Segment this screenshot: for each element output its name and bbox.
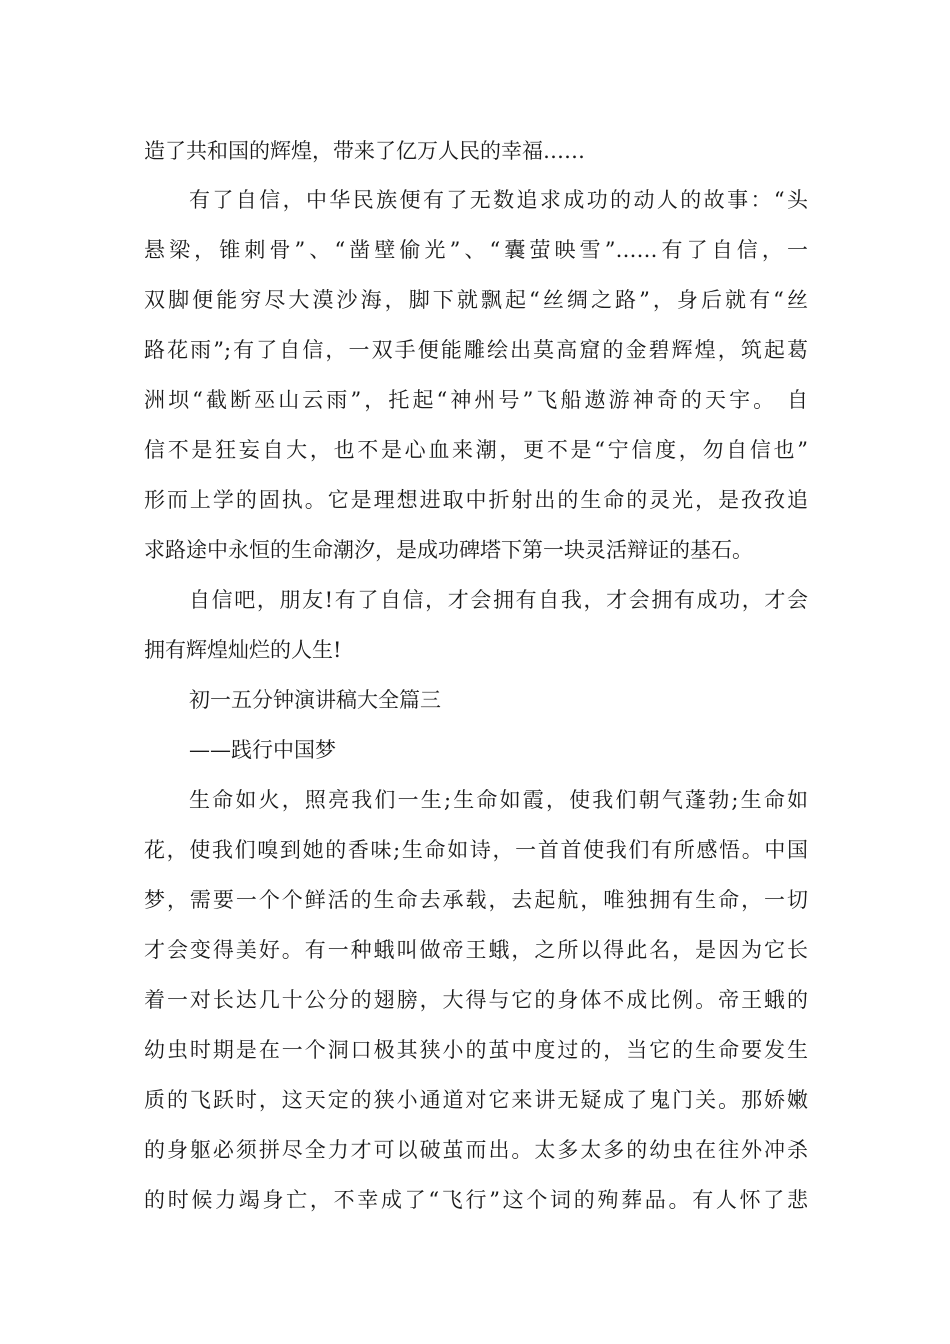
text-line: 的时候力竭身亡，不幸成了“飞行”这个词的殉葬品。有人怀了悲 xyxy=(144,1188,808,1212)
text-line: 信不是狂妄自大，也不是心血来潮，更不是“宁信度，勿自信也” xyxy=(144,438,808,462)
text-line: 生命如火，照亮我们一生;生命如霞，使我们朝气蓬勃;生命如 xyxy=(189,788,808,812)
text-line: 双脚便能穷尽大漠沙海，脚下就飘起“丝绸之路”，身后就有“丝 xyxy=(144,288,808,312)
text-line: 花，使我们嗅到她的香味;生命如诗，一首首使我们有所感悟。中国 xyxy=(144,838,808,862)
text-line: 梦，需要一个个鲜活的生命去承载，去起航，唯独拥有生命，一切 xyxy=(144,888,808,912)
text-line: 路花雨”;有了自信，一双手便能雕绘出莫高窟的金碧辉煌，筑起葛 xyxy=(144,338,808,362)
text-line: 质的飞跃时，这天定的狭小通道对它来讲无疑成了鬼门关。那娇嫩 xyxy=(144,1088,808,1112)
section-subtitle: ——践行中国梦 xyxy=(189,738,336,762)
text-line: 的身躯必须拼尽全力才可以破茧而出。太多太多的幼虫在往外冲杀 xyxy=(144,1138,808,1162)
text-line: 拥有辉煌灿烂的人生! xyxy=(144,638,342,662)
section-heading: 初一五分钟演讲稿大全篇三 xyxy=(189,688,441,712)
text-line: 形而上学的固执。它是理想进取中折射出的生命的灵光，是孜孜追 xyxy=(144,488,808,512)
text-line: 有了自信，中华民族便有了无数追求成功的动人的故事：“头 xyxy=(189,188,808,212)
text-line: 幼虫时期是在一个洞口极其狭小的茧中度过的，当它的生命要发生 xyxy=(144,1038,808,1062)
text-line: 才会变得美好。有一种蛾叫做帝王蛾，之所以得此名，是因为它长 xyxy=(144,938,808,962)
text-line: 求路途中永恒的生命潮汐，是成功碑塔下第一块灵活辩证的基石。 xyxy=(144,538,753,562)
text-line: 着一对长达几十公分的翅膀，大得与它的身体不成比例。帝王蛾的 xyxy=(144,988,808,1012)
text-line: 悬梁，锥刺骨”、“凿壁偷光”、“囊萤映雪”……有了自信，一 xyxy=(144,238,808,262)
text-line: 造了共和国的辉煌，带来了亿万人民的幸福…… xyxy=(144,139,585,163)
text-line: 自信吧，朋友!有了自信，才会拥有自我，才会拥有成功，才会 xyxy=(189,588,808,612)
text-line: 洲坝“截断巫山云雨”，托起“神州号”飞船遨游神奇的天宇。 自 xyxy=(144,388,808,412)
